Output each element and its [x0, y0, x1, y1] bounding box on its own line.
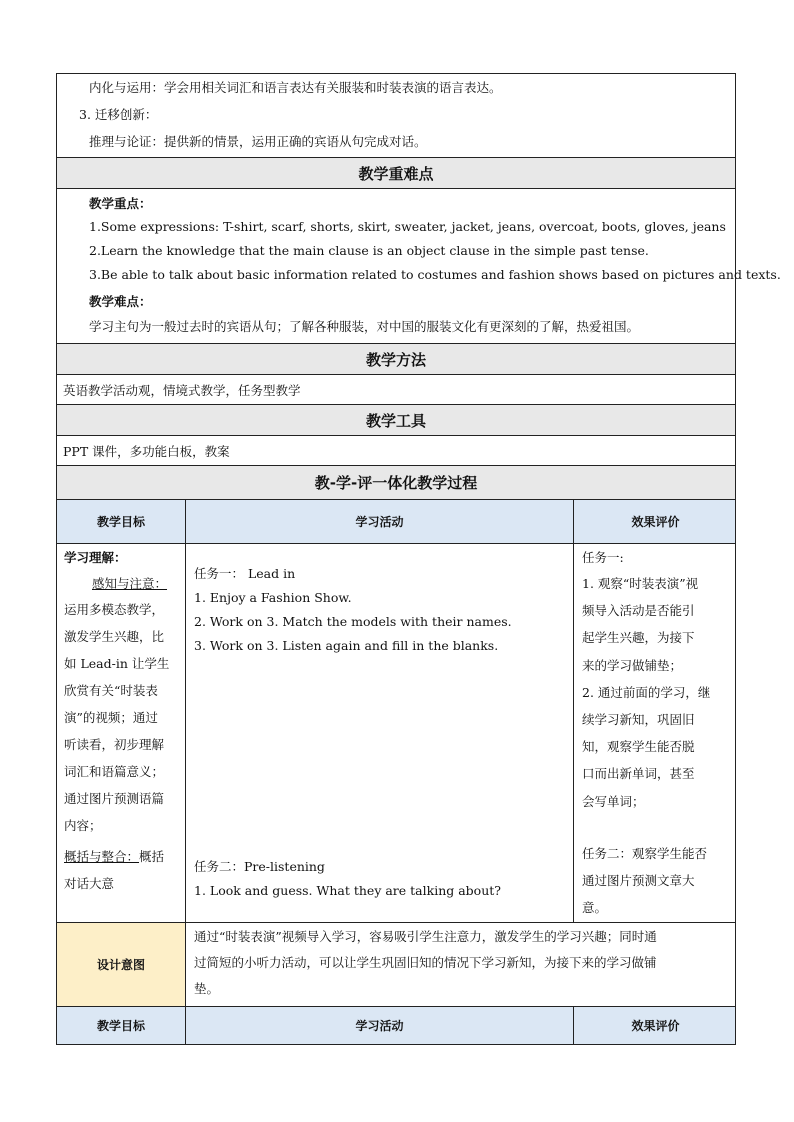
evaluation-line: 会写单词；: [582, 793, 645, 809]
design-intent-text-cell: [186, 923, 737, 1006]
process-row: [56, 544, 736, 923]
focus-label: 教学重点：: [89, 196, 152, 211]
column-header: 效果评价: [631, 1019, 680, 1033]
objective-subtitle: 感知与注意：: [92, 576, 168, 591]
objective-line: 3. 迁移创新：: [79, 107, 158, 122]
tools-cell: [56, 436, 736, 466]
design-intent-row: [56, 923, 736, 1007]
objective-line: 内容；: [64, 818, 102, 833]
process-column-headers: [56, 500, 736, 544]
objective-title: 学习理解：: [64, 550, 127, 565]
objective-line: 推理与论证：提供新的情景，运用正确的宾语从句完成对话。: [89, 134, 427, 149]
objective-line: 对话大意: [64, 876, 115, 891]
column-header: 效果评价: [631, 515, 680, 529]
difficulty-label: 教学难点：: [89, 294, 152, 309]
column-header: 学习活动: [186, 500, 574, 543]
section-heading: 教学工具: [365, 411, 426, 430]
methods-header: [56, 344, 736, 375]
objective-line: 演”的视频；通过: [64, 710, 158, 725]
column-header: 学习活动: [186, 1007, 574, 1044]
evaluation-line: 续学习新知，巩固旧: [582, 712, 695, 727]
objective-cell: [57, 544, 186, 922]
task-title: 任务二：Pre-listening: [194, 859, 325, 874]
activity-item: 1. Enjoy a Fashion Show.: [194, 590, 352, 605]
objective-line: 如 Lead-in 让学生: [64, 656, 170, 671]
evaluation-line: 通过图片预测文章大: [582, 873, 695, 888]
task-title: 任务一： Lead in: [194, 566, 296, 581]
activity-item: 2. Work on 3. Match the models with their names.: [194, 614, 512, 629]
objective-line: 内化与运用：学会用相关词汇和语言表达有关服装和时装表演的语言表达。: [89, 80, 502, 95]
evaluation-line: 来的学习做铺垫；: [582, 657, 683, 673]
evaluation-line: 口而出新单词，甚至: [582, 766, 695, 782]
section-heading: 教学重难点: [358, 164, 434, 183]
design-intent-label-cell: [57, 923, 186, 1006]
methods-cell: [56, 375, 736, 405]
process-header: [56, 466, 736, 500]
evaluation-title: 任务一:: [582, 550, 624, 565]
activity-item: 3. Work on 3. Listen again and fill in the blanks.: [194, 638, 499, 653]
column-header: 教学目标: [57, 1007, 186, 1044]
design-intent-line: 过简短的小听力活动，可以让学生巩固旧知的情况下学习新知，为接下来的学习做铺: [194, 955, 657, 970]
process-column-headers-repeat: [56, 1007, 736, 1045]
evaluation-line: 知，观察学生能否脱: [582, 739, 695, 755]
objective-line: 激发学生兴趣，比: [64, 629, 165, 644]
objective-line: 词汇和语篇意义；: [64, 764, 165, 779]
focus-item: 1.Some expressions: T-shirt, scarf, shorts, skirt, sweater, jacket, jeans, overcoat, boots, gloves, jeans: [89, 219, 726, 234]
objective-line: 欣赏有关“时装表: [64, 683, 158, 698]
objectives-continued-cell: [56, 73, 736, 158]
section-heading: 教学方法: [365, 350, 426, 369]
evaluation-line: 2. 通过前面的学习，继: [582, 684, 711, 700]
objective-line: 运用多模态教学，: [64, 602, 165, 617]
focus-item: 3.Be able to talk about basic information related to costumes and fashion shows based on pictures and texts.: [89, 267, 781, 282]
evaluation-line: 意。: [582, 900, 608, 915]
activity-item: 1. Look and guess. What they are talking about?: [194, 883, 501, 898]
design-intent-line: 垫。: [194, 981, 220, 996]
tools-content: PPT 课件，多功能白板，教案: [63, 444, 230, 459]
objective-line: 通过图片预测语篇: [64, 791, 165, 806]
evaluation-line: 任务二：观察学生能否: [582, 846, 708, 861]
design-intent-label: 设计意图: [96, 958, 145, 972]
activity-cell: [186, 544, 574, 922]
evaluation-line: 1. 观察“时装表演”视: [582, 576, 699, 591]
difficulty-item: 学习主句为一般过去时的宾语从句；了解各种服装，对中国的服装文化有更深刻的了解，热爱祖国。: [89, 319, 640, 334]
evaluation-line: 频导入活动是否能引: [582, 603, 695, 619]
evaluation-line: 起学生兴趣，为接下: [582, 630, 695, 646]
objective-line: 听读看，初步理解: [64, 737, 165, 752]
key-points-header: [56, 158, 736, 189]
key-points-cell: [56, 189, 781, 344]
evaluation-cell: [574, 544, 737, 922]
column-header: 教学目标: [57, 500, 186, 543]
focus-item: 2.Learn the knowledge that the main clause is an object clause in the simple past tense.: [89, 243, 649, 258]
tools-header: [56, 405, 736, 436]
methods-content: 英语教学活动观，情境式教学，任务型教学: [63, 383, 301, 398]
section-heading: 教-学-评一体化教学过程: [314, 474, 478, 492]
design-intent-line: 通过“时装表演”视频导入学习，容易吸引学生注意力，激发学生的学习兴趣；同时通: [194, 929, 657, 944]
objective-subtitle-2: 概括与整合：概括: [64, 849, 165, 864]
